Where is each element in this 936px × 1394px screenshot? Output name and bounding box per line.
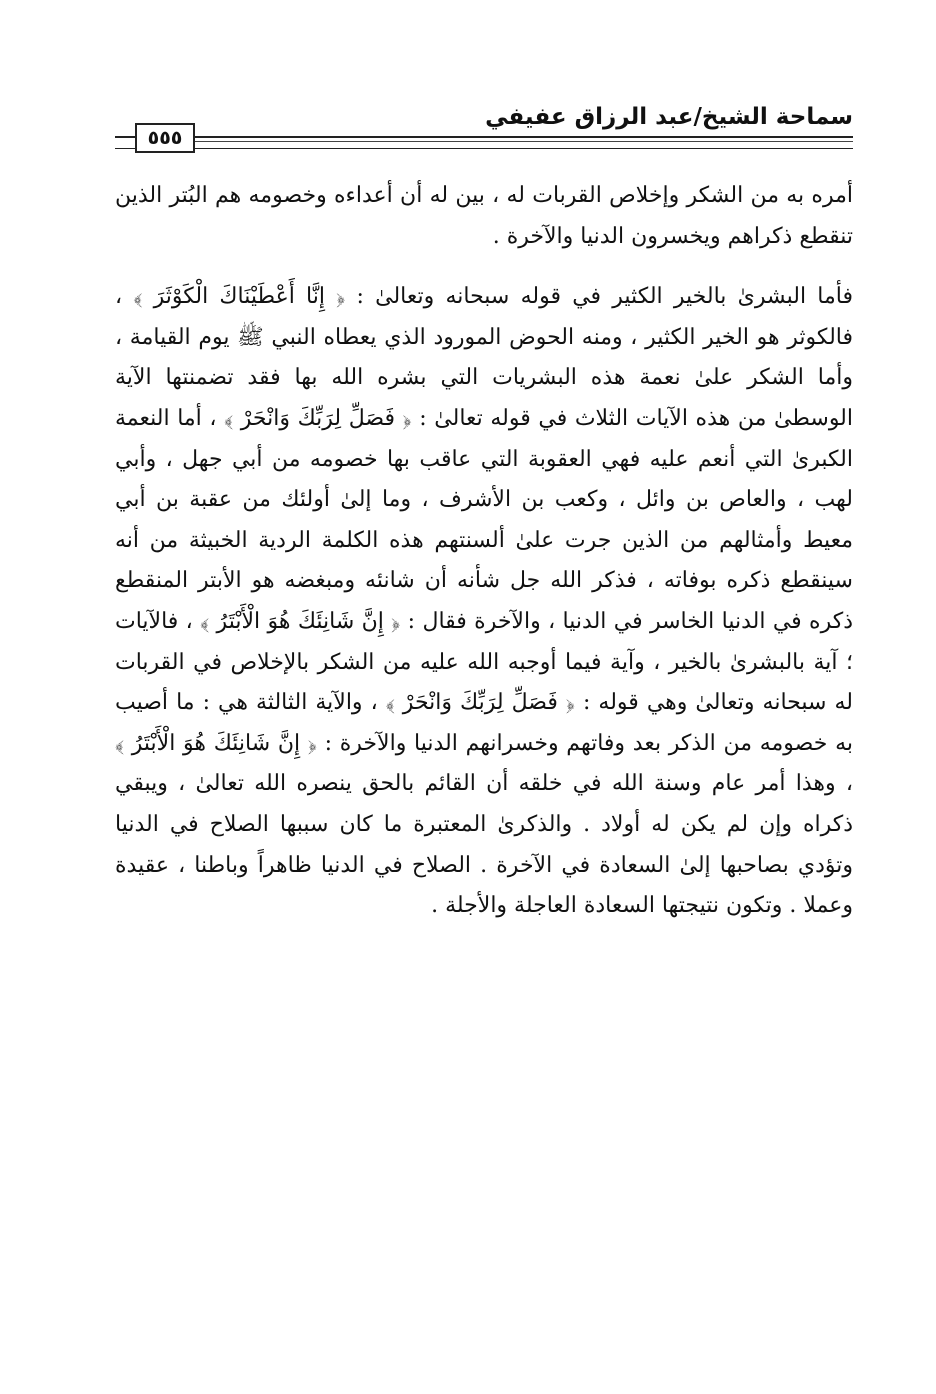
main-text	[115, 176, 853, 927]
paragraph: أمره به من الشكر وإخلاص القربات له ، بين له أن أعداءه وخصومه هم البُتر الذين تنقطع ذكراهم ويخسرون الدنيا والآخرة .	[115, 183, 853, 249]
header-rule-left	[115, 136, 135, 149]
page-number: ٥٥٥	[135, 123, 195, 153]
running-title: سماحة الشيخ/عبد الرزاق عفيفي	[485, 104, 853, 130]
paragraph: فأما البشرىٰ بالخير الكثير في قوله سبحانه وتعالىٰ : ﴿ إِنَّا أَعْطَيْنَاكَ الْكَوْثَرَ ﴾ ، فالكوثر هو الخير الكثير ، ومنه الحوض المورود الذي يعطاه النبي ﷺ يوم القيامة ، وأما الشكر علىٰ نعمة هذه البشريات التي بشره الله بها فقد تضمنتها الآية الوسطىٰ من هذه الآيات الثلاث في قوله تعالىٰ : ﴿ فَصَلِّ لِرَبِّكَ وَانْحَرْ ﴾ ، أما النعمة الكبرىٰ التي أنعم عليه فهي العقوبة التي عاقب بها خصومه من أبي جهل ، وأبي لهب ، والعاص بن وائل ، وكعب بن الأشرف ، وما إلىٰ أولئك من عقبة بن أبي معيط وأمثالهم من الذين جرت علىٰ ألسنتهم هذه الكلمة الردية الخبيثة من أنه سينقطع ذكره بوفاته ، فذكر الله جل شأنه أن شانئه ومبغضه هو الأبتر المنقطع ذكره في الدنيا الخاسر في الدنيا ، والآخرة فقال : ﴿ إِنَّ شَانِئَكَ هُوَ الْأَبْتَرُ ﴾ ، فالآيات ؛ آية بالبشرىٰ بالخير ، وآية فيما أوجبه الله عليه من الشكر بالإخلاص في القربات له سبحانه وتعالىٰ وهي قوله : ﴿ فَصَلِّ لِرَبِّكَ وَانْحَرْ ﴾ ، والآية الثالثة هي : ما أصيب به خصومه من الذكر بعد وفاتهم وخسرانهم الدنيا والآخرة : ﴿ إِنَّ شَانِئَكَ هُوَ الْأَبْتَرُ ﴾ ، وهذا أمر عام وسنة الله في خلقه أن القائم بالحق ينصره الله تعالىٰ ، ويبقي ذكراه وإن لم يكن له أولاد . والذكرىٰ المعتبرة ما كان سببها الصلاح في الدنيا وتؤدي بصاحبها إلىٰ السعادة في الآخرة . الصلاح في الدنيا ظاهراً وباطنا ، عقيدة وعملا . وتكون نتيجتها السعادة العاجلة والأجلة .	[115, 284, 853, 919]
header-rule	[195, 136, 853, 149]
page-header	[115, 92, 853, 152]
